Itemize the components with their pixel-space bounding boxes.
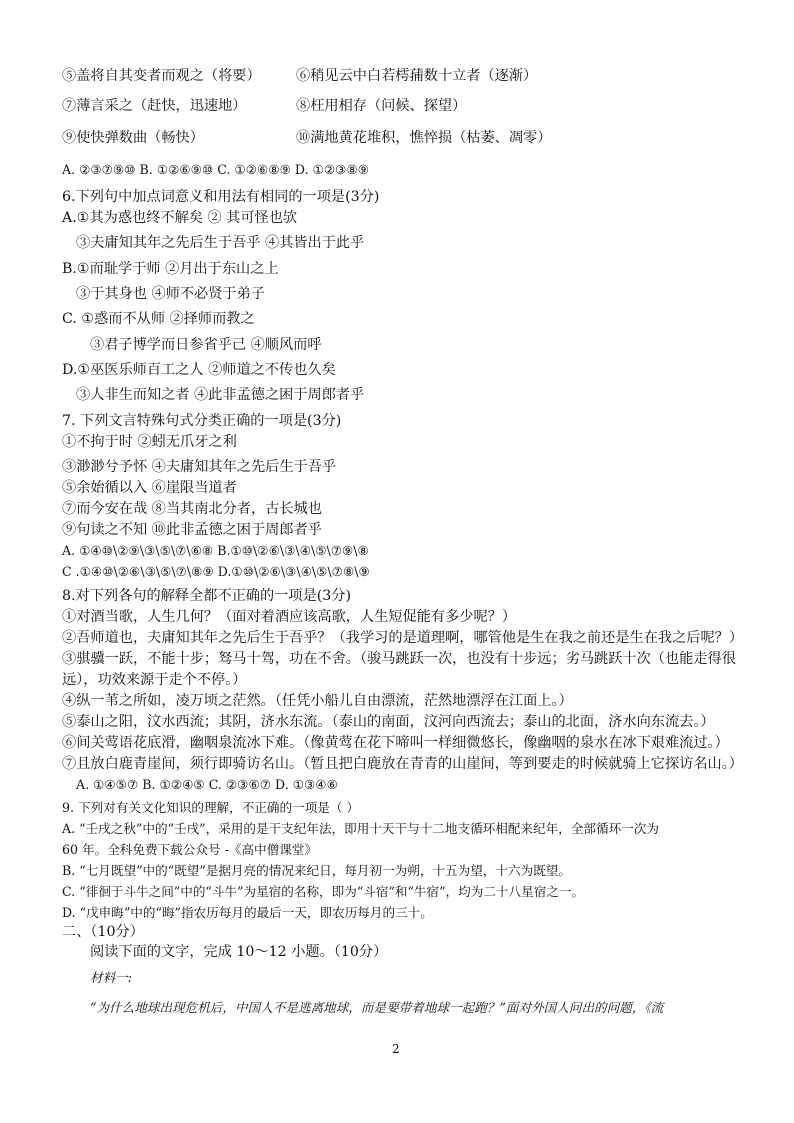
text-line: ⑧枉用相存（问候、探望） [296,98,467,114]
text-line: ③骐骥一跃，不能十步；驽马十驾，功在不舍。（骏马跳跃一次，也没有十步远；劣马跳跃十次（也能走得很 [62,651,736,667]
option-c-line-2: ③君子博学而日参省乎己 ④顺风而呼 [90,337,322,353]
options-line: C .①④⑩\②⑥\③\⑤\⑦\⑧⑨ D.①⑩\②⑥\③\④\⑤\⑦⑧\⑨ [62,564,370,579]
section-heading: 二、（10分） [62,924,144,940]
text-line: ⑨使快弹数曲（畅快） [62,130,204,146]
text-line: ⑥间关莺语花底滑，幽咽泉流冰下难。（像黄莺在花下啼叫一样细微悠长，像幽咽的泉水在冰下艰难流过。） [62,735,729,751]
text-line: ⑩满地黄花堆积，憔悴损（枯萎、凋零） [296,130,552,146]
material-text: “为什么地球出现危机后，中国人不是逃离地球，而是要带着地球一起跑？”面对外国人问出的问题，《流 [90,1000,664,1015]
option-b-line-2: ③于其身也 ④师不必贤于弟子 [76,286,265,302]
option-d-line-1: D.①巫医乐师百工之人 ②师道之不传也久矣 [62,362,336,378]
options-line: A. ①④⑩\②⑨\③\⑤\⑦\⑥⑧ B.①⑩\②⑥\③\④\⑤\⑦⑨\⑧ [62,543,369,558]
options-line: A. ①④⑤⑦ B. ①②④⑤ C. ②③⑥⑦ D. ①③④⑥ [76,777,338,792]
reading-instruction: 阅读下面的文字，完成 10～12 小题。（10分） [90,944,388,960]
text-line: ⑤盖将自其变者而观之（将要） [62,68,261,84]
text-line: A. “壬戌之秋”中的“壬戌”，采用的是干支纪年法，即用十天干与十二地支循环相配来纪年，全部循环一次为 [62,821,659,836]
option-d-line-2: ③人非生而知之者 ④此非孟德之困于周郎者乎 [76,387,365,403]
question-7: 7. 下列文言特殊句式分类正确的一项是(3分) [62,413,342,429]
text-line: ④纵一苇之所如，凌万顷之茫然。（任凭小船儿自由漂流，茫然地漂浮在江面上。） [62,693,573,709]
text-line: ③渺渺兮予怀 ④夫庸知其年之先后生于吾乎 [62,459,337,475]
option-c-line-1: C. ①惑而不从师 ②择师而教之 [62,311,255,327]
text-line: ⑥稍见云中白若樗蒱数十立者（逐渐） [296,68,538,84]
text-line: ⑨句读之不知 ⑩此非孟德之困于周郎者乎 [62,522,322,538]
question-8: 8.对下列各句的解释全都不正确的一项是(3分) [62,588,352,604]
page-number: 2 [392,1042,400,1056]
text-line: ①对酒当歌，人生几何？（面对着酒应该高歌，人生短促能有多少呢？） [62,609,517,625]
option-a-line-2: ③夫庸知其年之先后生于吾乎 ④其皆出于此乎 [76,235,365,251]
text-line: ①不拘于时 ②蚓无爪牙之利 [62,434,237,450]
text-line: ⑦薄言采之（赶快，迅速地） [62,98,247,114]
text-line: D. “戊申晦”中的“晦”指农历每月的最后一天，即农历每月的三十。 [62,905,433,920]
text-line: ②吾师道也，夫庸知其年之先后生于吾乎？（我学习的是道理啊，哪管他是生在我之前还是生在我之后呢？） [62,630,744,646]
text-line: 远），功效来源于走个不停。） [62,672,247,688]
text-line: C. “徘徊于斗牛之间”中的“斗牛”为星宿的名称，即为“斗宿”和“牛宿”，均为二十八星宿之一。 [62,884,585,899]
text-line: ⑤泰山之阳，汶水西流；其阴，济水东流。（泰山的南面，汶河向西流去；泰山的北面，济水向东流去。） [62,714,715,730]
text-line: ⑤余始循以入 ⑥崖限当道者 [62,480,237,496]
option-a-line-1: A.①其为惑也终不解矣 ② 其可怪也欤 [62,210,298,226]
question-9: 9. 下列对有关文化知识的理解，不正确的一项是（ ） [62,800,360,815]
text-line: 60 年。全科免费下载公众号 -《高中僧课堂》 [62,842,317,857]
text-line: ⑦且放白鹿青崖间，须行即骑访名山。（暂且把白鹿放在青青的山崖间，等到要走的时候就骑上它探访名山。） [62,756,743,772]
text-line: B. “七月既望”中的“既望”是据月亮的情况来纪日，每月初一为朔，十五为望，十六为既望。 [62,863,571,878]
text-line: ⑦而今安在哉 ⑧当其南北分者，古长城也 [62,501,322,517]
material-label: 材料一: [90,970,133,985]
option-b-line-1: B.①而耻学于师 ②月出于东山之上 [62,261,279,277]
question-6: 6.下列句中加点词意义和用法有相同的一项是(3分) [62,189,380,205]
options-line: A. ②③⑦⑨⑩ B. ①②⑥⑨⑩ C. ①②⑥⑧⑨ D. ①②③⑧⑨ [62,162,370,177]
